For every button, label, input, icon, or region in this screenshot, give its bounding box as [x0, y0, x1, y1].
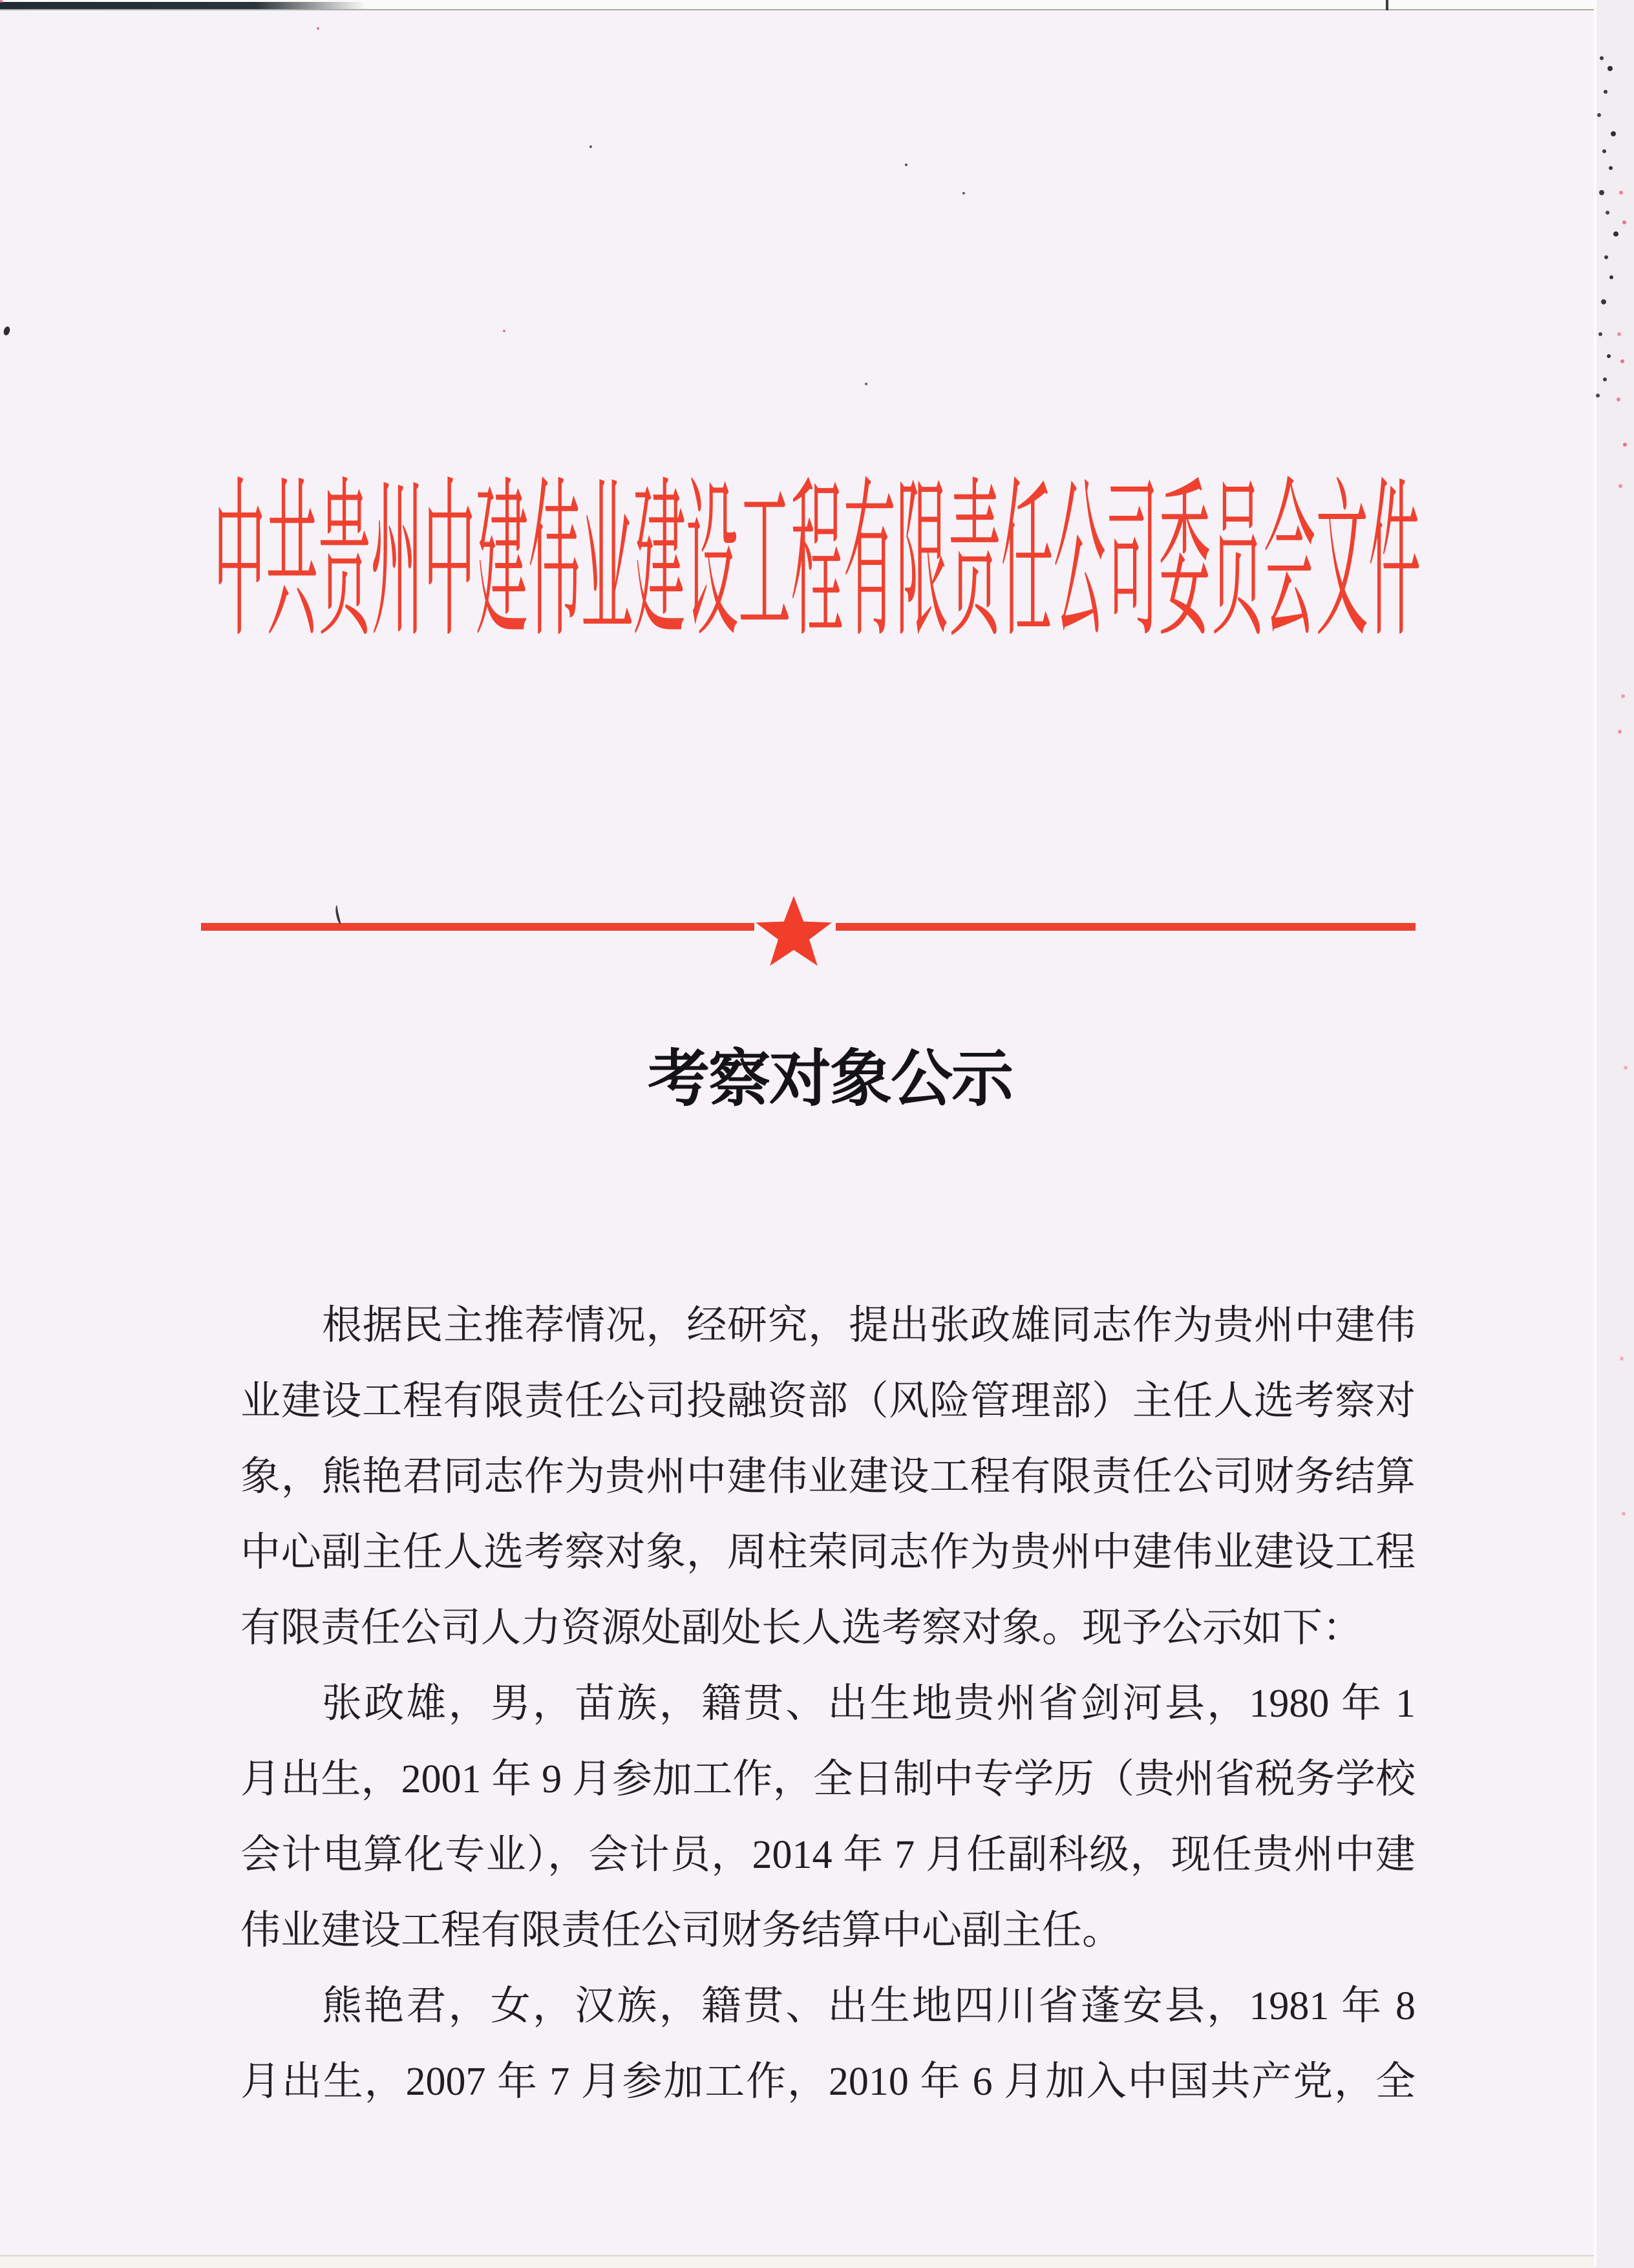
top-edge-ink-tick [1386, 0, 1388, 10]
body-text-line: 根据民主推荐情况，经研究，提出张政雄同志作为贵州中建伟 [322, 1304, 1416, 1348]
letterhead-title-text: 中共贵州中建伟业建设工程有限责任公司委员会文件 [213, 467, 1421, 659]
body-text-line: 月出生，2007 年 7 月参加工作，2010 年 6 月加入中国共产党，全 [240, 2060, 1416, 2104]
body-text-line: 业建设工程有限责任公司投融资部（风险管理部）主任人选考察对 [240, 1379, 1416, 1423]
body-text-line: 伟业建设工程有限责任公司财务结算中心副主任。 [240, 1909, 1123, 1953]
body-text-line: 有限责任公司人力资源处副处长人选考察对象。现予公示如下： [240, 1606, 1363, 1650]
body-text-line: 象，熊艳君同志作为贵州中建伟业建设工程有限责任公司财务结算 [240, 1455, 1416, 1499]
star-divider-line-left [201, 923, 754, 931]
scanner-bottom-margin [0, 2255, 1594, 2268]
body-text-line: 月出生，2001 年 9 月参加工作，全日制中专学历（贵州省税务学校 [240, 1757, 1416, 1801]
document-title: 考察对象公示 [648, 1044, 1012, 1114]
body-text-line: 熊艳君，女，汉族，籍贯、出生地四川省蓬安县，1981 年 8 [322, 1984, 1416, 2028]
letterhead-title [213, 467, 1421, 659]
body-text-line: 会计电算化专业），会计员，2014 年 7 月任副科级，现任贵州中建 [240, 1833, 1416, 1877]
scanner-edge-shadow [0, 2, 365, 9]
scan-speckles-pink [0, 0, 3, 3]
body-text-line: 张政雄，男，苗族，籍贯、出生地贵州省剑河县，1980 年 1 [322, 1682, 1416, 1726]
star-divider-line-right [836, 923, 1416, 931]
scanner-right-margin [1594, 0, 1634, 2267]
body-text-line: 中心副主任人选考察对象，周柱荣同志作为贵州中建伟业建设工程 [240, 1531, 1416, 1574]
document-body [240, 1288, 1416, 2120]
